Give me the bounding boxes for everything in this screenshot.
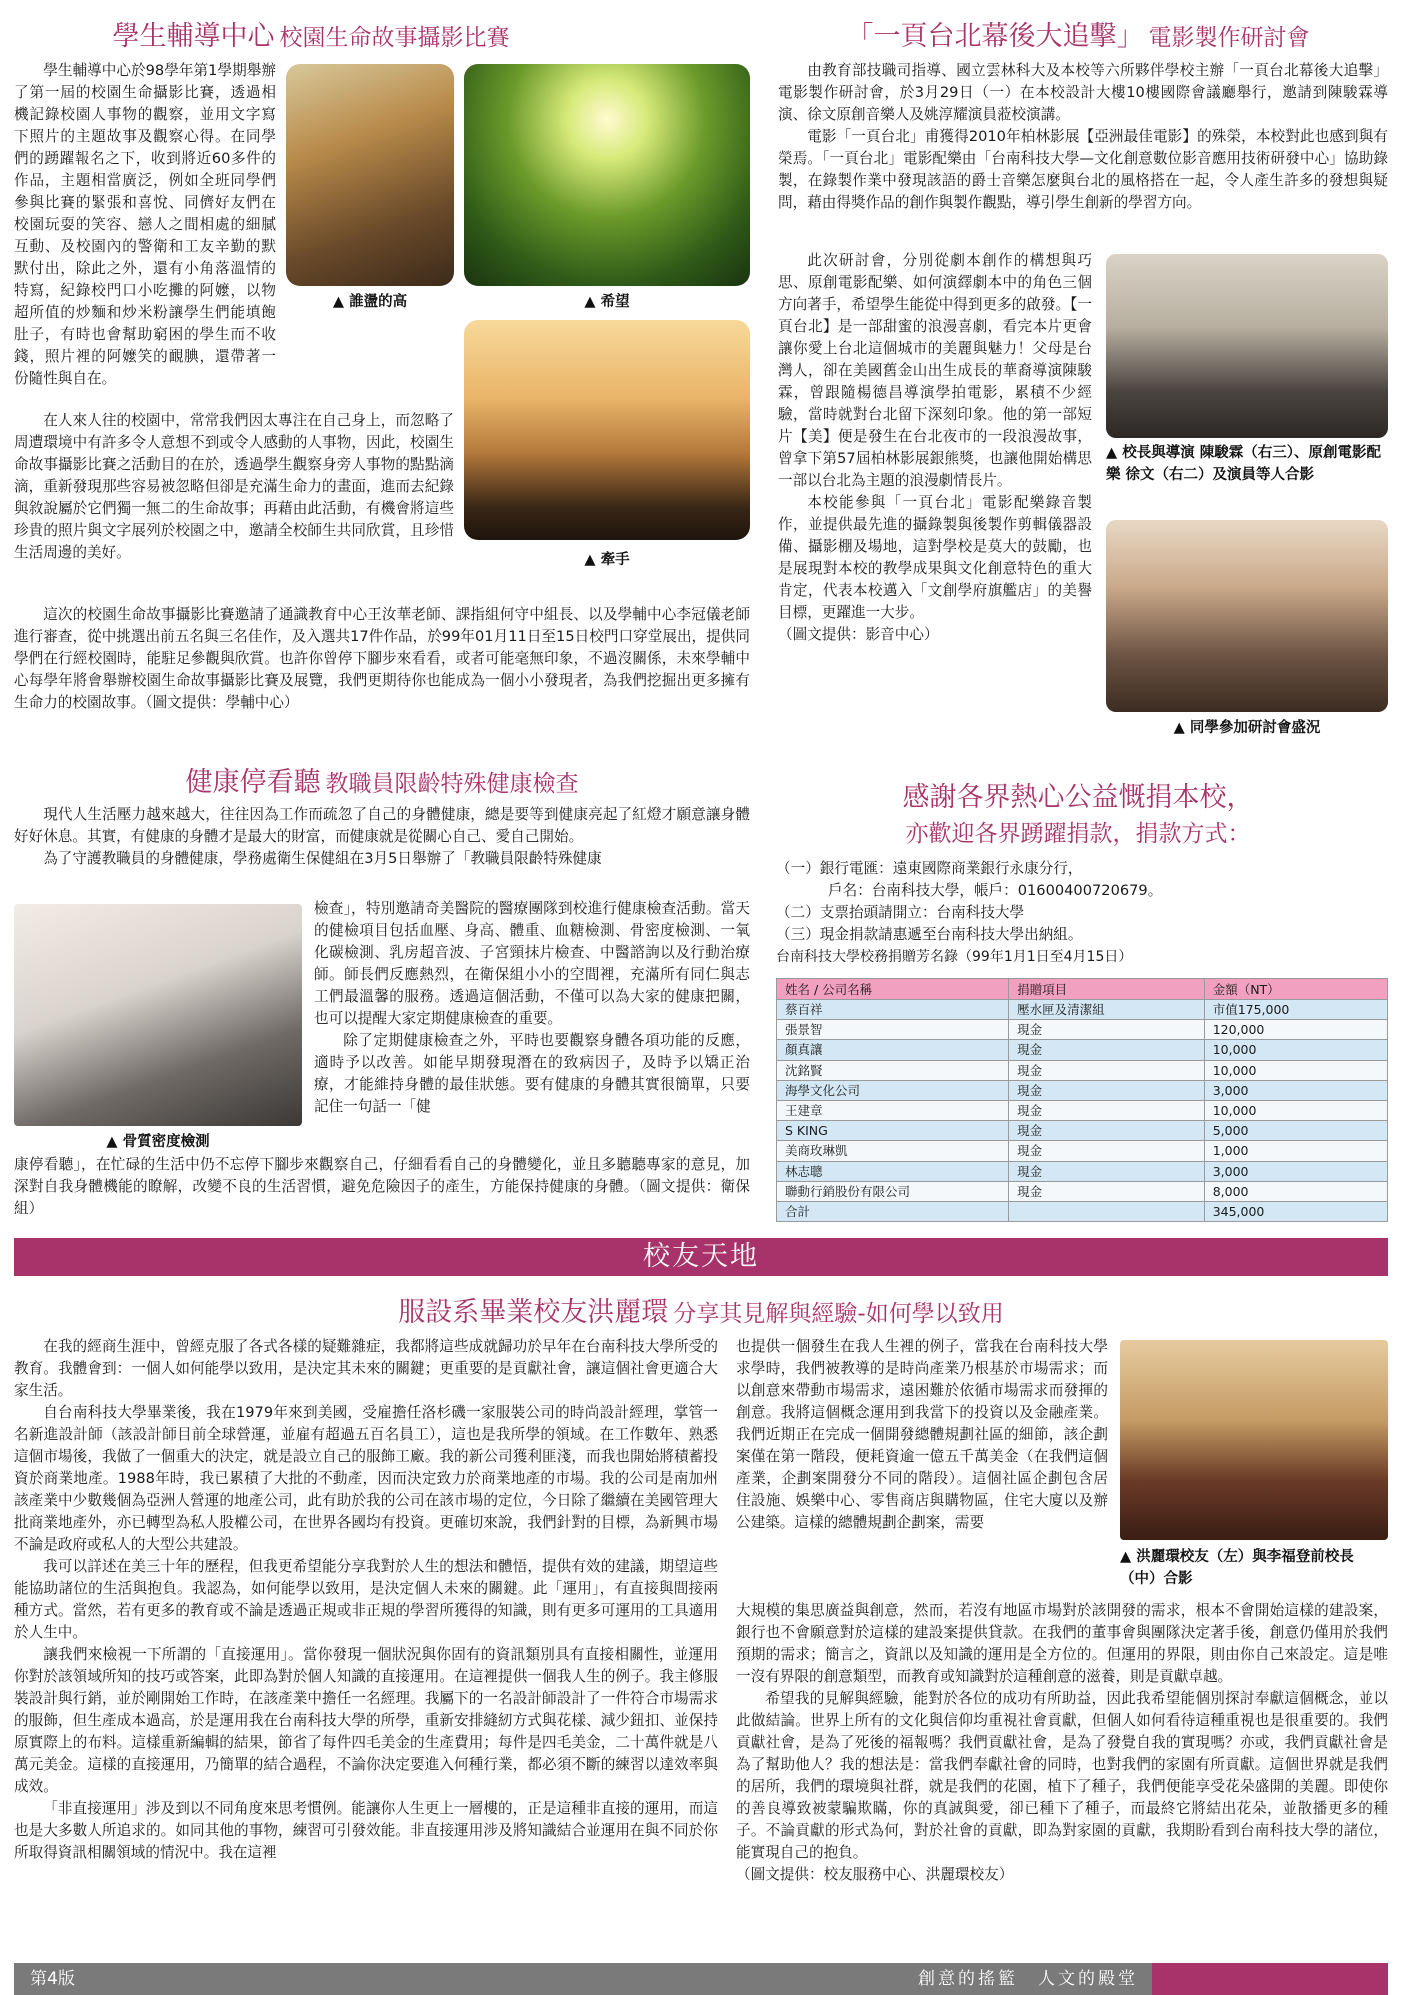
donation-method-3: （三）現金捐款請惠遞至台南科技大學出納組。 <box>776 926 1083 943</box>
movie-title <box>768 14 1388 53</box>
donation-table-caption: 台南科技大學校務捐贈芳名錄（99年1月1日至4月15日） <box>776 949 1133 965</box>
donation-cell-item: 現金 <box>1009 1100 1205 1120</box>
tutoring-para-2: 在人來人往的校園中，常常我們因太專注在自己身上，而忽略了周遭環境中有許多令人意想不到或令人感動的人事物，因此，校園生命故事攝影比賽之活動目的在於，透過學生觀察身旁人事物的點點滴滴，重新發現那些容易被忽略但卻是充滿生命力的畫面，進而去紀錄與敘說屬於它們獨一無二的生命故事；再藉由此活動，有機會將這些珍貴的照片與文字展列於校園之中，邀請全校師生共同欣賞，且珍惜生活周邊的美好。 <box>14 412 454 561</box>
tutoring-para-1: 學生輔導中心於98學年第1學期舉辦了第一屆的校園生命攝影比賽，透過相機記錄校園人事物的觀察，並用文字寫下照片的主題故事及觀察心得。在同學們的踴躍報名之下，收到將近60多件的作品，主題相當廣泛，例如全班同學們參與比賽的緊張和喜悅、同儕好友們在校園玩耍的笑容、戀人之間相處的細膩互動、及校園內的警衛和工友辛勤的默默付出，除此之外，還有小角落溫情的特寫，紀錄校門口小吃攤的阿嬤，以物超所值的炒麵和炒米粉讓學生們能填飽肚子，有時也會幫助窮困的學生而不收錢，照片裡的阿嬤笑的靦腆，還帶著一份隨性與自在。 <box>14 62 276 387</box>
donation-title <box>768 780 1388 852</box>
donation-methods <box>776 858 1388 968</box>
photo-leaf <box>464 64 750 286</box>
health-para-3: 康停看聽」，在忙碌的生活中仍不忘停下腳步來觀察自己，仔細看看自己的身體變化，並且多聽聽專家的意見，加深對自我身體機能的瞭解，改變不良的生活習慣，避免危險因子的產生，方能保持健康的身體。（圖文提供：衛保組） <box>14 1156 750 1217</box>
footer-motto: 創意的搖籃 人文的殿堂 <box>918 1969 1138 1989</box>
donation-cell-item: 現金 <box>1009 1040 1205 1060</box>
donation-cell-amount: 10,000 <box>1204 1040 1387 1060</box>
donation-row <box>777 1000 1388 1020</box>
donation-table <box>776 978 1388 1222</box>
alumni-left-column <box>14 1336 718 1864</box>
donation-cell-amount: 345,000 <box>1204 1201 1387 1221</box>
donation-cell-donor: 張景智 <box>777 1020 1009 1040</box>
donation-row <box>777 1181 1388 1201</box>
donation-table-wrap <box>776 978 1388 1222</box>
caption-director-group: ▲ 校長與導演 陳駿霖（右三）、原創電影配樂 徐文（右二）及演員等人合影 <box>1106 445 1381 483</box>
header-amount: 金額（NT） <box>1204 979 1387 1000</box>
donation-row <box>777 1020 1388 1040</box>
caption-bone-density: ▲ 骨質密度檢測 <box>106 1134 210 1150</box>
movie-para-3-4: 此次研討會，分別從劇本創作的構想與巧思、原創電影配樂、如何演繹劇本中的角色三個方向著手，希望學生能從中得到更多的啟發。【一頁台北】是一部甜蜜的浪漫喜劇，看完本片更會讓你愛上台北這個城市的美麗與魅力！父母是台灣人，卻在美國舊金山出生成長的華裔導演陳駿霖，曾跟隨楊德昌導演學拍電影，累積不少經驗，當時就對台北留下深刻印象。他的第一部短片【美】便是發生在台北夜市的一段浪漫故事，曾拿下第57屆柏林影展銀熊獎，也讓他開始構思一部以台北為主題的浪漫劇情長片。 本校能參與「一頁台北」電影配樂錄音製作，並提供最先進的攝錄製與後製作剪輯儀器設備、攝影棚及場地，這對學校是莫大的鼓勵，也是展現對本校的教學成果與文化創意特色的重大肯定，代表本校邁入「文創學府旗艦店」的美譽目標，更躍進一大步。 （圖文提供：影音中心） <box>778 250 1092 646</box>
donation-cell-donor: 海學文化公司 <box>777 1080 1009 1100</box>
donation-cell-item: 現金 <box>1009 1020 1205 1040</box>
photo-playground <box>286 64 454 286</box>
donation-cell-donor: 沈銘賢 <box>777 1060 1009 1080</box>
photo-seminar <box>1106 520 1388 712</box>
donation-cell-donor: 顏真讓 <box>777 1040 1009 1060</box>
donation-cell-amount: 市值175,000 <box>1204 1000 1387 1020</box>
donation-row <box>777 1201 1388 1221</box>
donation-cell-donor: 蔡百祥 <box>777 1000 1009 1020</box>
caption-alumni: ▲ 洪麗環校友（左）與李福登前校長（中）合影 <box>1120 1549 1354 1587</box>
donation-cell-item: 現金 <box>1009 1181 1205 1201</box>
donation-cell-amount: 120,000 <box>1204 1020 1387 1040</box>
donation-row <box>777 1060 1388 1080</box>
donation-cell-donor: 林志聰 <box>777 1161 1009 1181</box>
alumni-left-paragraph: 我可以詳述在美三十年的歷程，但我更希望能分享我對於人生的想法和體悟，提供有效的建議，期望這些能協助諸位的生活與抱負。我認為，如何能學以致用，是決定個人未來的關鍵。此「運用」，有直接與間接兩種方式。當然，若有更多的教育或不論是透過正規或非正規的學習所獲得的知識，則有更多可運用的工具適用於人生中。 <box>14 1558 718 1641</box>
tutoring-title-main: 學生輔導中心 <box>112 21 275 52</box>
caption-couple: ▲ 牽手 <box>584 552 630 568</box>
health-title <box>14 760 750 799</box>
alumni-right-column-b: 大規模的集思廣益與創意，然而，若沒有地區市場對於該開發的需求，根本不會開始這樣的建設案，銀行也不會願意對於這樣的建設案提供貸款。在我們的董事會與團隊決定著手後，創意仍僅用於我們預期的需求；簡言之，資訊以及知識的運用是全方位的。但運用的界限，則由你自己來設定。這是唯一沒有界限的創意類型，而教育或知識對於這種創意的滋養，則是貢獻卓越。 希望我的見解與經驗，能對於各位的成功有所助益，因此我希望能個別探討奉獻這個概念，並以此做結論。世界上所有的文化與信仰均重視社會貢獻，但個人如何看待這種重視也是很重要的。我們貢獻社會，是為了死後的福報嗎？我們貢獻社會，是為了發覺自我的實現嗎？亦或，我們貢獻社會是為了幫助他人？我的想法是：當我們奉獻社會的同時，也對我們的家園有所貢獻。這個世界就是我們的居所，我們的環境與社群，就是我們的花園，植下了種子，我們便能享受花朵盛開的美麗。即使你的善良導致被蒙騙欺瞞，你的真誠與愛，卻已種下了種子，而最終它將結出花朵，並散播更多的種子。不論貢獻的形式為何，對於社會的貢獻，即為對家園的貢獻，我期盼看到台南科技大學的諸位，能實現自己的抱負。 （圖文提供：校友服務中心、洪麗環校友） <box>736 1600 1388 1886</box>
donation-method-2: （二）支票抬頭請開立：台南科技大學 <box>776 904 1025 921</box>
caption-playground: ▲ 誰盪的高 <box>332 294 408 310</box>
alumni-credit: （圖文提供：校友服務中心、洪麗環校友） <box>736 1866 1014 1883</box>
donation-cell-amount: 3,000 <box>1204 1161 1387 1181</box>
photo-director-group <box>1106 254 1388 438</box>
alumni-title-sub: 分享其見解與經驗-如何學以致用 <box>673 1301 1004 1327</box>
donation-cell-amount: 1,000 <box>1204 1141 1387 1161</box>
donation-cell-amount: 8,000 <box>1204 1181 1387 1201</box>
health-para-1: 現代人生活壓力越來越大，往往因為工作而疏忽了自己的身體健康，總是要等到健康亮起了紅燈才願意讓身體好好休息。其實，有健康的身體才是最大的財富，而健康就是從關心自己、愛自己開始。 為了守護教職員的身體健康，學務處衛生保健組在3月5日舉辦了「教職員限齡特殊健康 <box>14 806 750 867</box>
tutoring-title <box>14 14 608 53</box>
movie-para-1-2: 由教育部技職司指導、國立雲林科大及本校等六所夥伴學校主辦「一頁台北幕後大追擊」電影製作研討會，於3月29日（一）在本校設計大樓10樓國際會議廳舉行，邀請到陳駿霖導演、徐文原創音樂人及姚淳耀演員蒞校演講。 電影「一頁台北」甫獲得2010年柏林影展【亞洲最佳電影】的殊榮，本校對此也感到與有榮焉。「一頁台北」電影配樂由「台南科技大學—文化創意數位影音應用技術研發中心」協助錄製，在錄製作業中發現該語的爵士音樂怎麼與台北的風格搭在一起，令人產生許多的發想與疑問，藉由得獎作品的創作與製作觀點，導引學生創新的學習方向。 <box>778 62 1388 211</box>
photo-couple <box>464 320 750 540</box>
health-title-sub: 教職員限齡特殊健康檢查 <box>325 771 579 797</box>
donation-cell-donor: 合計 <box>777 1201 1009 1221</box>
donation-method-1-account: 戶名：台南科技大學，帳戶：01600400720679。 <box>828 882 1163 899</box>
donation-cell-amount: 10,000 <box>1204 1100 1387 1120</box>
donation-row <box>777 1080 1388 1100</box>
donation-cell-item: 現金 <box>1009 1060 1205 1080</box>
photo-bone-density <box>14 904 302 1126</box>
donation-cell-item: 現金 <box>1009 1121 1205 1141</box>
header-donor: 姓名 / 公司名稱 <box>777 979 1009 1000</box>
alumni-left-paragraph: 自台南科技大學畢業後，我在1979年來到美國，受雇擔任洛杉磯一家服裝公司的時尚設計經理，掌管一名新進設計師（該設計師目前全球營運，並雇有超過五百名員工），這也是我所學的領域。在工作數年、熟悉這個市場後，我做了一個重大的決定，就是設立自己的服飾工廠。我的新公司獲利匪淺，而我也開始將積蓄投資於商業地產。1988年時，我已累積了大批的不動產，因而決定致力於商業地產的市場。我的公司是南加州該產業中少數幾個為亞洲人營運的地產公司，此有助於我的公司在該市場的定位，今日除了繼續在美國管理大批商業地產外，亦已轉型為私人股權公司，在世界各國均有投資。更確切來說，我們針對的目標，為新興市場不論是政府或私人的大型公共建設。 <box>14 1404 718 1553</box>
donation-row <box>777 1141 1388 1161</box>
section-band-alumni: 校友天地 <box>14 1238 1388 1276</box>
movie-title-sub: 電影製作研討會 <box>1148 25 1310 51</box>
donation-cell-amount: 5,000 <box>1204 1121 1387 1141</box>
donation-cell-donor: S KING <box>777 1121 1009 1141</box>
donation-row <box>777 1100 1388 1120</box>
donation-method-1: （一）銀行電匯：遠東國際商業銀行永康分行， <box>776 860 1083 877</box>
donation-cell-donor: 聯動行銷股份有限公司 <box>777 1181 1009 1201</box>
donation-title-1: 感謝各界熱心公益慨捐本校， <box>902 782 1254 813</box>
donation-table-header <box>777 979 1388 1000</box>
caption-leaf: ▲ 希望 <box>584 294 630 310</box>
alumni-left-paragraph: 在我的經商生涯中，曾經克服了各式各樣的疑難雜症，我都將這些成就歸功於早年在台南科技大學所受的教育。我體會到：一個人如何能學以致用，是決定其未來的關鍵；更重要的是貢獻社會，讓這個社會更適合大家生活。 <box>14 1338 718 1399</box>
donation-cell-item: 現金 <box>1009 1080 1205 1100</box>
donation-row <box>777 1040 1388 1060</box>
alumni-right-column-a: 也提供一個發生在我人生裡的例子，當我在台南科技大學求學時，我們被教導的是時尚產業乃根基於市場需求；而以創意來帶動市場需求，遠困難於依循市場需求而發揮的創意。我將這個概念運用到我當下的投資以及金融產業。我們近期正在完成一個開發總體規劃社區的細節，該企劃案僅在第一階段，便耗資逾一億五千萬美金（在我們這個產業，企劃案開發分不同的階段）。這個社區企劃包含居住設施、娛樂中心、零售商店與購物區，住宅大廈以及辦公建築。這樣的總體規劃企劃案，需要 <box>736 1338 1108 1531</box>
donation-cell-item: 壓水匣及清潔組 <box>1009 1000 1205 1020</box>
donation-cell-donor: 王建章 <box>777 1100 1009 1120</box>
caption-seminar: ▲ 同學參加研討會盛況 <box>1173 720 1321 736</box>
donation-cell-item: 現金 <box>1009 1161 1205 1181</box>
donation-cell-donor: 美商玫琳凱 <box>777 1141 1009 1161</box>
donation-cell-item: 現金 <box>1009 1141 1205 1161</box>
footer-page-number: 第4版 <box>30 1969 75 1989</box>
movie-title-main: 「一頁台北幕後大追擊」 <box>846 21 1144 52</box>
tutoring-para-3: 這次的校園生命故事攝影比賽邀請了通識教育中心王汝華老師、課指組何守中組長、以及學輔中心李冠儀老師進行審查，從中挑選出前五名與三名佳作，及入選共17件作品，於99年01月11日至15日校門口穿堂展出，提供同學們在行經校園時，能駐足參觀與欣賞。也許你曾停下腳步來看看，或者可能毫無印象，不過沒關係，未來學輔中心每學年將會舉辦校園生命故事攝影比賽及展覽，我們更期待你也能成為一個小小發現者，為我們挖掘出更多擁有生命力的校園故事。（圖文提供：學輔中心） <box>14 606 750 711</box>
footer-accent-block <box>1152 1963 1388 1995</box>
photo-alumni <box>1120 1340 1388 1540</box>
alumni-left-paragraph: 「非直接運用」涉及到以不同角度來思考慣例。能讓你人生更上一層樓的，正是這種非直接的運用，而這也是大多數人所追求的。如同其他的事物，練習可引發效能。非直接運用涉及將知識結合並運用在與不同於你所取得資訊相關領域的情況中。我在這裡 <box>14 1800 718 1861</box>
header-item: 捐贈項目 <box>1009 979 1205 1000</box>
donation-row <box>777 1161 1388 1181</box>
health-title-main: 健康停看聽 <box>185 767 321 798</box>
health-para-2: 檢查」，特別邀請奇美醫院的醫療團隊到校進行健康檢查活動。當天的健檢項目包括血壓、身高、體重、血糖檢測、骨密度檢測、一氧化碳檢測、乳房超音波、子宮頸抹片檢查、中醫諮詢以及行動治療師。師長們反應熱烈，在衛保組小小的空間裡，充滿所有同仁與志工們最溫馨的服務。透過這個活動，不僅可以為大家的健康把關，也可以提醒大家定期健康檢查的重要。 除了定期健康檢查之外，平時也要觀察身體各項功能的反應，適時予以改善。如能早期發現潛在的致病因子，及時予以矯正治療，才能維持身體的最佳狀態。要有健康的身體其實很簡單，只要記住一句話一「健 <box>314 900 750 1115</box>
donation-table-body <box>777 1000 1388 1222</box>
donation-cell-amount: 3,000 <box>1204 1080 1387 1100</box>
page-footer <box>14 1963 1388 1995</box>
movie-credit: （圖文提供：影音中心） <box>778 626 939 643</box>
donation-cell-amount: 10,000 <box>1204 1060 1387 1080</box>
donation-row <box>777 1121 1388 1141</box>
donation-cell-item <box>1009 1201 1205 1221</box>
alumni-left-paragraph: 讓我們來檢視一下所謂的「直接運用」。當你發現一個狀況與你固有的資訊類別具有直接相關性，並運用你對於該領域所知的技巧或答案，此即為對於個人知識的直接運用。在這裡提供一個我人生的例子。我主修服裝設計與行銷，並於剛開始工作時，在該產業中擔任一名經理。我屬下的一名設計師設計了一件符合市場需求的服飾，但生產成本過高，於是運用我在台南科技大學的所學，重新安排縫紉方式與花樣、減少鈕扣、並保持原實際上的布料。這樣重新編輯的結果，節省了每件四毛美金的生產費用；每件是四毛美金，二十萬件就是八萬元美金。這樣的直接運用，乃簡單的結合過程，不論你決定要進入何種行業，都必須不斷的練習以達效率與成效。 <box>14 1646 718 1795</box>
alumni-title <box>14 1290 1388 1329</box>
donation-title-2: 亦歡迎各界踴躍捐款，捐款方式： <box>905 821 1251 847</box>
alumni-title-main: 服設系畢業校友洪麗環 <box>398 1297 669 1328</box>
tutoring-title-sub: 校園生命故事攝影比賽 <box>279 25 510 51</box>
